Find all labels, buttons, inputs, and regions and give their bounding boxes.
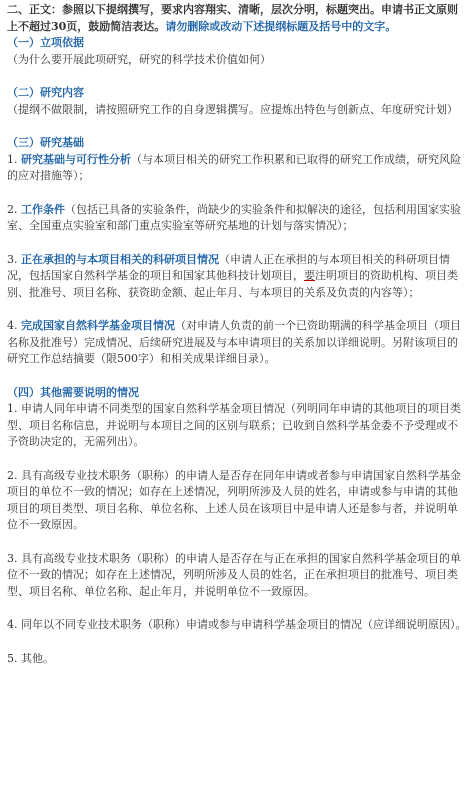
item-number: 3. [7,252,21,266]
section-3-item-2 [7,202,467,235]
section-3-item-3 [7,252,467,302]
intro-warning: 请勿删除或改动下述提纲标题及括号中的文字。 [165,19,397,33]
section-4-item-4: 4. 同年以不同专业技术职务（职称）申请或参与申请科学基金项目的情况（应详细说明原因）。 [7,618,467,631]
section-3-title: （三）研究基础 [7,136,84,149]
item-label: 研究基础与可行性分析 [21,152,131,166]
intro-lead: 二、正文： [7,3,62,16]
section-2-note: （提纲不做限制，请按照研究工作的自身逻辑撰写。应提炼出特色与创新点、年度研究计划） [7,102,458,116]
section-4-item-3: 3. 具有高级专业技术职务（职称）的申请人是否存在与正在承担的国家自然科学基金项目的单位不一致的情况；如存在上述情况，列明所涉及人员的姓名，正在承担项目的批准号、项目类型、项目名称、单位名称、起止年月，并说明单位不一致原因。 [7,551,461,598]
item-number: 1. [7,152,21,166]
section-4-item-1: 1. 申请人同年申请不同类型的国家自然科学基金项目情况（列明同年申请的其他项目的项目类型、项目名称信息，并说明与本项目之间的区别与联系；已收到自然科学基金委不予受理或不予资助决定的，无需列出）。 [7,402,461,448]
item-text: （包括已具备的实验条件，尚缺少的实验条件和拟解决的途径，包括利用国家实验室、全国重点实验室和部门重点实验室等研究基地的计划与落实情况）； [7,202,461,232]
item-label: 完成国家自然科学基金项目情况 [21,319,175,332]
item-text: （对申请人负责的前一个已资助期满的科学基金项目（项目名称及批准号）完成情况、后续研究进展及与本申请项目的关系加以详细说明。另附该项目的研究工作总结摘要（限500字）和相关成果详细目录）。 [7,319,461,365]
section-4-item-2: 2. 具有高级专业技术职务（职称）的申请人是否存在同年申请或者参与申请国家自然科学基金项目的单位不一致的情况；如存在上述情况，列明所涉及人员的姓名，申请或参与申请的其他项目的项目类型、项目名称、单位名称、上述人员在该项目中是申请人还是参与者，并说明单位不一致原因。 [7,468,461,531]
section-4-item-5: 5. 其他。 [7,651,54,665]
section-4-title: （四）其他需要说明的情况 [7,385,139,399]
item-label: 工作条件 [21,202,65,216]
item-text-continued: 注明项目的资助机构、项目类别、批准号、项目名称、获资助金额、起止年月、与本项目的关系及负责的内容等）； [7,269,458,299]
section-3-item-4 [7,318,467,368]
item-text: （与本项目相关的研究工作积累和已取得的研究工作成绩，研究风险的应对措施等）； [7,152,461,182]
intro-paragraph [7,2,467,35]
item-number: 2. [7,202,21,216]
section-1-title: （一）立项依据 [7,36,84,49]
item-text: （申请人正在承担的与本项目相关的科研项目情况，包括国家自然科学基金的项目和国家其他科技计划项目， [7,252,450,282]
section-3-item-1 [7,152,467,185]
intro-lead-text: 参照以下提纲撰写，要求内容翔实、清晰，层次分明，标题突出。申请书正文原则上不超过30页，鼓励简洁表达。 [7,3,458,33]
section-1-note: （为什么要开展此项研究，研究的科学技术价值如何） [7,52,271,66]
section-2-title: （二）研究内容 [7,86,84,99]
item-label: 正在承担的与本项目相关的科研项目情况 [21,252,219,266]
underlined-word: 要 [304,269,315,282]
item-number: 4. [7,319,21,332]
